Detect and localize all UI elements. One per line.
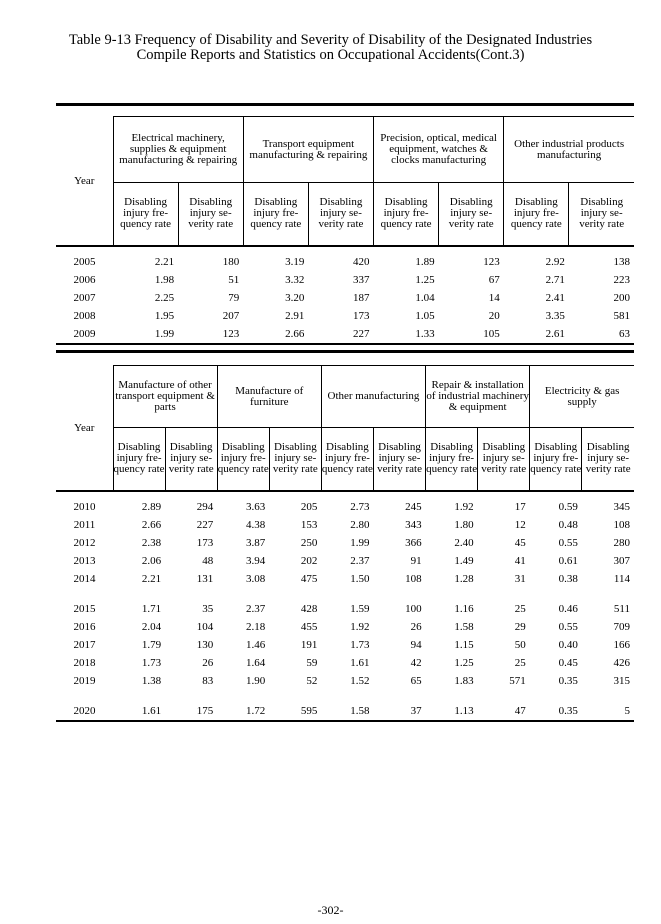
frequency-rate-cell: 1.52 [350,674,370,687]
frequency-rate-cell: 3.19 [285,255,305,268]
frequency-rate-cell: 2.89 [141,500,162,513]
sub-header-row [56,428,634,491]
severity-rate-cell: 31 [514,572,526,585]
severity-rate-cell: 511 [613,602,630,615]
severity-rate-cell: 63 [569,325,634,344]
frequency-rate-cell: 2.37 [350,554,370,567]
severity-rate-cell: 426 [613,656,630,669]
severity-rate-cell: 227 [308,325,373,344]
severity-rate-cell: 37 [373,702,425,721]
severity-rate-cell: 180 [222,255,240,268]
table-row [56,654,634,672]
severity-rate-cell: 202 [300,554,318,567]
frequency-rate-cell: 1.33 [374,325,439,344]
frequency-rate-cell: 1.99 [113,325,178,344]
frequency-rate-cell: 2.40 [454,536,474,549]
year-cell: 2012 [73,536,96,549]
year-header: Year [56,366,113,491]
year-cell: 2005 [73,255,96,268]
table-body [56,491,634,721]
severity-rate-cell: 223 [613,273,630,286]
frequency-rate-cell: 0.55 [558,536,578,549]
severity-rate-cell: 420 [353,255,370,268]
year-cell: 2016 [73,620,96,633]
severity-rate-cell: 50 [514,638,526,651]
sub-header-row [56,183,634,246]
year-cell: 2010 [73,500,96,513]
table-part-1 [56,103,634,345]
severity-rate-cell: 108 [405,572,422,585]
frequency-rate-cell: 1.38 [141,674,162,687]
year-cell: 2008 [73,309,96,322]
freq-header: Disabling injury fre- quency rate [217,428,269,491]
frequency-rate-cell: 2.91 [285,309,305,322]
table-row [56,516,634,534]
year-cell: 2019 [73,674,96,687]
frequency-rate-cell: 1.16 [454,602,474,615]
frequency-rate-cell: 1.98 [154,273,175,286]
severity-rate-cell: 455 [300,620,318,633]
frequency-rate-cell: 4.38 [246,518,266,531]
severity-rate-cell: 428 [300,602,318,615]
frequency-rate-cell: 1.04 [415,291,435,304]
severity-rate-cell: 59 [306,656,318,669]
severity-rate-cell: 227 [196,518,214,531]
frequency-rate-cell: 1.59 [350,602,370,615]
group-header: Manufacture of other transport equipment & parts [113,366,217,428]
frequency-rate-cell: 1.25 [415,273,435,286]
severity-rate-cell: 79 [228,291,240,304]
frequency-rate-cell: 2.80 [350,518,370,531]
frequency-rate-cell: 2.21 [154,255,175,268]
year-cell: 2009 [56,325,113,344]
table-row [56,491,634,516]
frequency-rate-cell: 1.72 [217,702,269,721]
frequency-rate-cell: 1.58 [321,702,373,721]
page-number: -302- [317,903,344,917]
severity-rate-cell: 12 [514,518,526,531]
sev-header: Disabling injury se- verity rate [178,183,243,246]
severity-rate-cell: 294 [196,500,214,513]
frequency-rate-cell: 1.73 [141,656,162,669]
freq-header: Disabling injury fre- quency rate [243,183,308,246]
frequency-rate-cell: 3.63 [246,500,266,513]
table-title [0,33,661,63]
frequency-rate-cell: 3.20 [285,291,305,304]
severity-rate-cell: 250 [300,536,318,549]
frequency-rate-cell: 2.06 [141,554,162,567]
severity-rate-cell: 343 [405,518,422,531]
severity-rate-cell: 52 [306,674,318,687]
sev-header: Disabling injury se- verity rate [439,183,504,246]
top-rule [56,105,634,117]
frequency-rate-cell: 0.61 [558,554,578,567]
severity-rate-cell: 48 [202,554,214,567]
severity-rate-cell: 191 [300,638,318,651]
year-cell: 2018 [73,656,96,669]
severity-rate-cell: 42 [410,656,422,669]
table-row [56,600,634,618]
frequency-rate-cell: 1.58 [454,620,474,633]
frequency-rate-cell: 1.15 [454,638,474,651]
group-header: Transport equipment manufacturing & repairing [243,117,373,183]
frequency-rate-cell: 0.35 [558,674,578,687]
year-cell: 2011 [73,518,96,531]
frequency-rate-cell: 2.18 [246,620,266,633]
title-line-2: Compile Reports and Statistics on Occupational Accidents(Cont.3) [136,47,525,63]
frequency-rate-cell: 3.94 [246,554,266,567]
table-row [56,570,634,588]
group-header: Other industrial products manufacturing [504,117,634,183]
frequency-rate-cell: 3.08 [246,572,266,585]
severity-rate-cell: 166 [613,638,630,651]
table-row [56,702,634,721]
severity-rate-cell: 26 [202,656,214,669]
severity-rate-cell: 91 [410,554,422,567]
severity-rate-cell: 5 [582,702,634,721]
year-cell: 2007 [73,291,96,304]
freq-header: Disabling injury fre- quency rate [530,428,582,491]
table-row [56,325,634,344]
frequency-rate-cell: 1.80 [454,518,474,531]
frequency-rate-cell: 0.35 [530,702,582,721]
frequency-rate-cell: 1.49 [454,554,474,567]
frequency-rate-cell: 0.59 [558,500,578,513]
severity-rate-cell: 475 [300,572,318,585]
severity-rate-cell: 366 [405,536,422,549]
freq-header: Disabling injury fre- quency rate [374,183,439,246]
frequency-rate-cell: 3.35 [545,309,565,322]
frequency-rate-cell: 0.55 [558,620,578,633]
freq-header: Disabling injury fre- quency rate [504,183,569,246]
freq-header: Disabling injury fre- quency rate [113,183,178,246]
frequency-rate-cell: 1.05 [415,309,435,322]
severity-rate-cell: 108 [613,518,630,531]
severity-rate-cell: 67 [488,273,500,286]
severity-rate-cell: 104 [196,620,214,633]
row-spacer [56,588,634,600]
year-cell: 2013 [73,554,96,567]
frequency-rate-cell: 1.83 [454,674,474,687]
sev-header: Disabling injury se- verity rate [308,183,373,246]
year-cell: 2006 [73,273,96,286]
severity-rate-cell: 173 [353,309,370,322]
severity-rate-cell: 14 [488,291,500,304]
severity-rate-cell: 25 [514,656,526,669]
severity-rate-cell: 25 [514,602,526,615]
frequency-rate-cell: 1.99 [350,536,370,549]
severity-rate-cell: 29 [514,620,526,633]
frequency-rate-cell: 2.41 [545,291,565,304]
severity-rate-cell: 114 [613,572,630,585]
table-row [56,246,634,271]
severity-rate-cell: 17 [514,500,526,513]
severity-rate-cell: 20 [488,309,500,322]
frequency-rate-cell: 2.21 [141,572,162,585]
row-spacer [56,690,634,702]
severity-rate-cell: 100 [405,602,422,615]
table-row [56,636,634,654]
freq-header: Disabling injury fre- quency rate [113,428,165,491]
group-header: Other manufacturing [321,366,425,428]
severity-rate-cell: 207 [222,309,240,322]
group-header: Repair & installation of industrial machinery & equipment [426,366,530,428]
group-header-row [56,117,634,183]
frequency-rate-cell: 1.73 [350,638,370,651]
severity-rate-cell: 41 [514,554,526,567]
frequency-rate-cell: 1.61 [350,656,370,669]
frequency-rate-cell: 2.38 [141,536,162,549]
sev-header: Disabling injury se- verity rate [582,428,634,491]
year-cell: 2017 [73,638,96,651]
severity-rate-cell: 307 [613,554,630,567]
frequency-rate-cell: 2.04 [141,620,162,633]
severity-rate-cell: 345 [613,500,630,513]
severity-rate-cell: 26 [410,620,422,633]
year-cell: 2014 [73,572,96,585]
year-header: Year [56,117,113,246]
severity-rate-cell: 571 [509,674,526,687]
severity-rate-cell: 153 [300,518,318,531]
frequency-rate-cell: 0.38 [558,572,578,585]
severity-rate-cell: 173 [196,536,214,549]
year-cell: 2015 [73,602,96,615]
severity-rate-cell: 130 [196,638,214,651]
frequency-rate-cell: 1.92 [454,500,474,513]
severity-rate-cell: 47 [478,702,530,721]
frequency-rate-cell: 2.71 [545,273,565,286]
severity-rate-cell: 105 [439,325,504,344]
severity-rate-cell: 280 [613,536,630,549]
severity-rate-cell: 83 [202,674,214,687]
sev-header: Disabling injury se- verity rate [478,428,530,491]
table-row [56,289,634,307]
frequency-rate-cell: 2.66 [141,518,162,531]
sev-header: Disabling injury se- verity rate [569,183,634,246]
table-body [56,246,634,344]
group-header: Electricity & gas supply [530,366,634,428]
freq-header: Disabling injury fre- quency rate [321,428,373,491]
frequency-rate-cell: 1.50 [350,572,370,585]
severity-rate-cell: 51 [228,273,240,286]
frequency-rate-cell: 3.87 [246,536,266,549]
frequency-rate-cell: 0.48 [558,518,578,531]
year-cell: 2020 [56,702,113,721]
table-row [56,552,634,570]
frequency-rate-cell: 2.61 [504,325,569,344]
table-row [56,271,634,289]
group-header-row [56,366,634,428]
table-row [56,307,634,325]
freq-header: Disabling injury fre- quency rate [426,428,478,491]
sev-header: Disabling injury se- verity rate [269,428,321,491]
severity-rate-cell: 65 [410,674,422,687]
frequency-rate-cell: 1.79 [141,638,162,651]
severity-rate-cell: 123 [483,255,500,268]
group-header: Manufacture of furniture [217,366,321,428]
frequency-rate-cell: 1.92 [350,620,370,633]
frequency-rate-cell: 1.71 [141,602,162,615]
frequency-rate-cell: 0.40 [558,638,578,651]
severity-rate-cell: 595 [269,702,321,721]
frequency-rate-cell: 1.28 [454,572,474,585]
severity-rate-cell: 35 [202,602,214,615]
severity-rate-cell: 187 [353,291,370,304]
severity-rate-cell: 138 [613,255,630,268]
frequency-rate-cell: 2.66 [243,325,308,344]
group-header: Precision, optical, medical equipment, watches & clocks manufacturing [374,117,504,183]
severity-rate-cell: 709 [613,620,630,633]
frequency-rate-cell: 0.45 [558,656,578,669]
sev-header: Disabling injury se- verity rate [373,428,425,491]
severity-rate-cell: 200 [613,291,630,304]
frequency-rate-cell: 1.89 [415,255,435,268]
frequency-rate-cell: 0.46 [558,602,578,615]
sev-header: Disabling injury se- verity rate [165,428,217,491]
frequency-rate-cell: 2.25 [154,291,175,304]
frequency-rate-cell: 1.46 [246,638,266,651]
frequency-rate-cell: 1.90 [246,674,266,687]
severity-rate-cell: 94 [410,638,422,651]
frequency-rate-cell: 1.13 [426,702,478,721]
table-part-2 [56,350,634,722]
frequency-rate-cell: 3.32 [285,273,305,286]
frequency-rate-cell: 1.95 [154,309,175,322]
table-row [56,534,634,552]
severity-rate-cell: 205 [300,500,318,513]
severity-rate-cell: 245 [405,500,422,513]
frequency-rate-cell: 1.64 [246,656,266,669]
table-row [56,618,634,636]
top-rule [56,352,634,366]
severity-rate-cell: 337 [353,273,370,286]
severity-rate-cell: 131 [196,572,214,585]
severity-rate-cell: 581 [613,309,630,322]
frequency-rate-cell: 2.37 [246,602,266,615]
frequency-rate-cell: 1.61 [113,702,165,721]
severity-rate-cell: 123 [178,325,243,344]
group-header: Electrical machinery, supplies & equipment manufacturing & repairing [113,117,243,183]
frequency-rate-cell: 2.73 [350,500,370,513]
frequency-rate-cell: 1.25 [454,656,474,669]
title-line-1: Table 9-13 Frequency of Disability and Severity of Disability of the Designated Industries [68,32,593,48]
severity-rate-cell: 175 [165,702,217,721]
table-row [56,672,634,690]
frequency-rate-cell: 2.92 [545,255,565,268]
severity-rate-cell: 315 [613,674,630,687]
severity-rate-cell: 45 [514,536,526,549]
